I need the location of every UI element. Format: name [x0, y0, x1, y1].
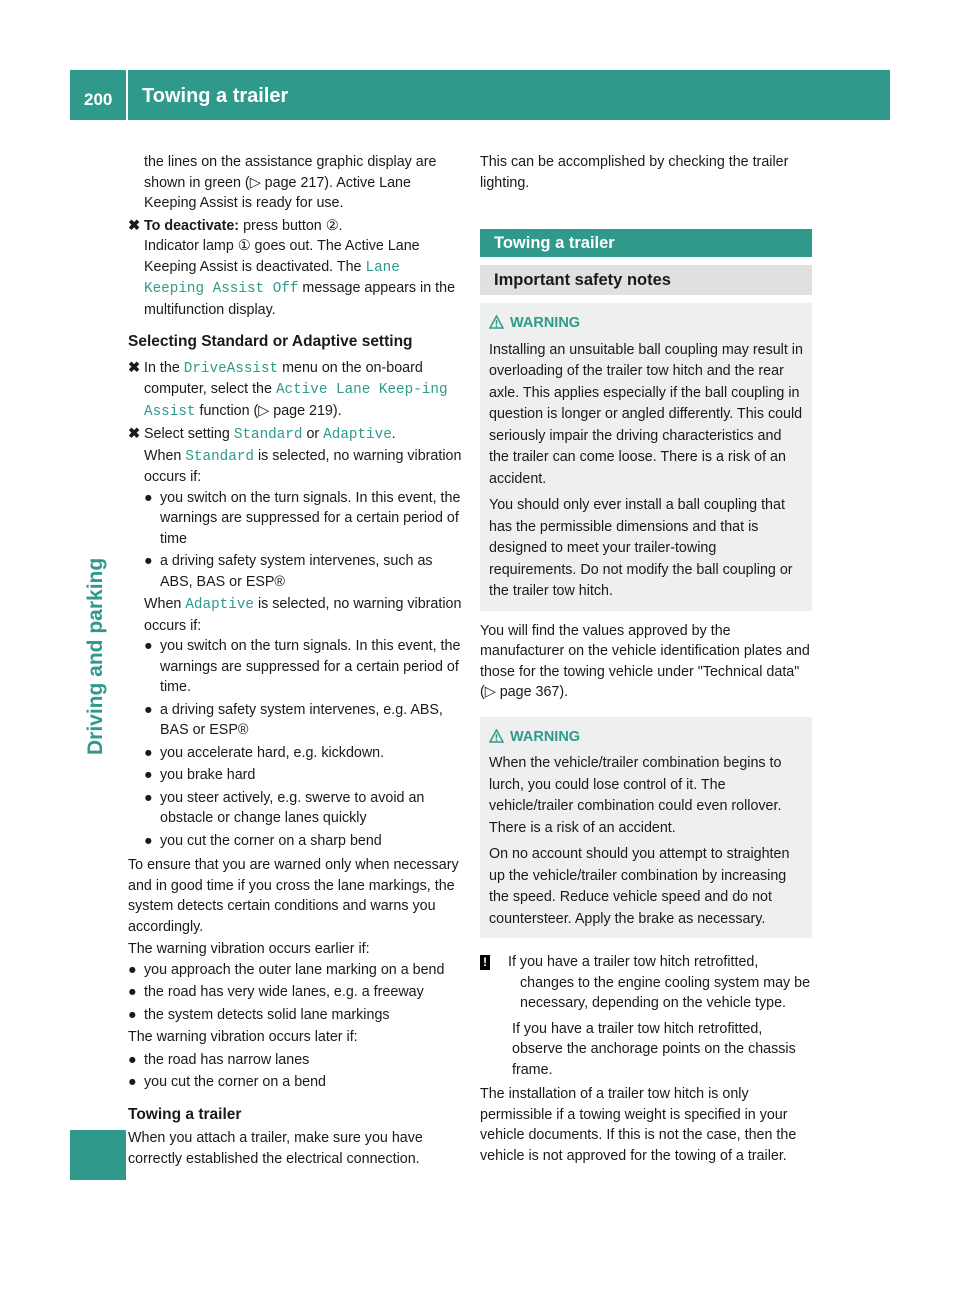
- paragraph: This can be accomplished by checking the trailer lighting.: [480, 154, 789, 191]
- step-text: Select setting: [144, 426, 230, 442]
- warning-text: When the vehicle/trailer combination begins to lurch, you could lose control of it. The vehicle/trailer combination could even rollover. There is a risk of an accident.: [489, 755, 782, 836]
- section-title-bar: [480, 229, 812, 257]
- display-message: Lane Keeping Assist Off: [144, 259, 400, 297]
- right-column: [480, 152, 812, 1166]
- step-text: is selected, no warning vibration occurs if:: [144, 447, 462, 485]
- list-item: ● you switch on the turn signals. In this event, the warnings are suppressed for a certain period of time: [144, 489, 461, 547]
- list-item: ● the road has very wide lanes, e.g. a freeway: [128, 984, 424, 1000]
- warning-label: WARNING: [510, 315, 581, 331]
- paragraph: You will find the values approved by the manufacturer on the vehicle identification plates and those for the towing vehicle under "Technical data" (▷ page 367).: [480, 622, 810, 700]
- warning-triangle-icon: [489, 315, 504, 329]
- section-title: Towing a trailer: [494, 234, 615, 252]
- step-arrow-icon: ✖: [128, 359, 140, 376]
- step-label: To deactivate:: [144, 217, 240, 234]
- list-item: ● you cut the corner on a sharp bend: [144, 832, 382, 849]
- paragraph: The warning vibration occurs earlier if:: [128, 941, 370, 957]
- step-item: [128, 216, 462, 321]
- setting-name: Standard: [233, 427, 303, 443]
- step-arrow-icon: ✖: [128, 217, 140, 234]
- warning-text: You should only ever install a ball coupling that has the permissible dimensions and that is designed to meet your trailer-towing requirements. Do not modify the ball coupling or the trailer tow hitch.: [489, 497, 793, 599]
- list-item: ● you accelerate hard, e.g. kickdown.: [144, 744, 385, 761]
- list-item: ● the system detects solid lane markings: [128, 1006, 390, 1023]
- list-item: ● you steer actively, e.g. swerve to avoid an obstacle or change lanes quickly: [144, 789, 425, 826]
- warning-header: [489, 727, 803, 749]
- chapter-label: Driving and parking: [84, 557, 107, 755]
- step-text: function (▷ page 219).: [199, 402, 342, 419]
- list-item: ● a driving safety system intervenes, such as ABS, BAS or ESP®: [144, 553, 433, 590]
- setting-name: Adaptive: [323, 427, 392, 443]
- function-name: Active Lane Keep‐ing Assist: [144, 382, 448, 420]
- step-item: [128, 424, 462, 851]
- note-text: If you have a trailer tow hitch retrofitted, changes to the engine cooling system may be necessary, depending on the vehicle type.: [508, 954, 811, 1011]
- note-box: [480, 952, 812, 1080]
- chapter-tab: [84, 455, 118, 755]
- step-text: When: [144, 596, 182, 612]
- step-text: When: [144, 447, 182, 464]
- list-item: ● you brake hard: [144, 767, 256, 783]
- exclamation-icon: !: [480, 955, 490, 970]
- list-item: ● a driving safety system intervenes, e.g. ABS, BAS or ESP®: [144, 701, 443, 738]
- step-item: [128, 358, 462, 423]
- chapter-marker: [70, 1130, 126, 1180]
- header-divider: [126, 70, 128, 120]
- paragraph: the lines on the assistance graphic display are shown in green (▷ page 217). Active Lane Keeping Assist is ready for use.: [144, 154, 437, 211]
- subsection-title-bar: [480, 265, 812, 295]
- step-text: message appears in the multifunction display.: [144, 280, 456, 318]
- warning-label: WARNING: [510, 728, 581, 745]
- page-number: 200: [84, 90, 113, 109]
- step-text: .: [391, 426, 396, 442]
- paragraph: To ensure that you are warned only when necessary and in good time if you cross the lane markings, the system detects certain conditions and warns you accordingly.: [128, 857, 459, 935]
- list-item: ● you cut the corner on a bend: [128, 1074, 327, 1090]
- list-item: ● the road has narrow lanes: [128, 1051, 310, 1068]
- warning-triangle-icon: [489, 729, 504, 743]
- step-arrow-icon: ✖: [128, 426, 140, 442]
- page-header: [70, 70, 890, 120]
- step-text: Indicator lamp ① goes out. The Active Lane Keeping Assist is deactivated. The: [144, 238, 420, 275]
- setting-name: Standard: [185, 448, 254, 465]
- page-title: Towing a trailer: [142, 85, 289, 107]
- section-heading: Towing a trailer: [128, 1105, 242, 1123]
- setting-name: Adaptive: [185, 597, 254, 613]
- note-text: If you have a trailer tow hitch retrofitted, observe the anchorage points on the chassis frame.: [512, 1020, 796, 1078]
- step-text: press button ②.: [243, 217, 343, 234]
- paragraph: The warning vibration occurs later if:: [128, 1029, 358, 1045]
- step-text: menu on the on-board computer, select the: [144, 359, 423, 397]
- warning-box: [480, 303, 812, 611]
- warning-text: On no account should you attempt to straighten up the vehicle/trailer combination by increasing the speed. Reduce vehicle speed and do not countersteer. Apply the brake as necessary.: [489, 846, 790, 927]
- step-text: or: [306, 426, 320, 442]
- warning-header: [489, 313, 803, 335]
- warning-box: [480, 717, 812, 939]
- step-text: In the: [144, 359, 180, 376]
- list-item: ● you switch on the turn signals. In this event, the warnings are suppressed for a certain period of time.: [144, 638, 461, 695]
- step-text: is selected, no warning vibration occurs if:: [144, 596, 462, 634]
- list-item: ● you approach the outer lane marking on a bend: [128, 961, 445, 978]
- menu-name: DriveAssist: [183, 360, 279, 377]
- warning-text: Installing an unsuitable ball coupling may result in overloading of the trailer tow hitch and the rear axle. This applies especially if the ball coupling in question is longer or angled differently. This could seriously impair the driving characteristics and the trailer can come loose. There is a risk of an accident.: [489, 341, 803, 487]
- paragraph: When you attach a trailer, make sure you have correctly established the electrical connection.: [128, 1130, 423, 1167]
- left-column: [128, 152, 462, 1169]
- paragraph: The installation of a trailer tow hitch is only permissible if a towing weight is specified in your vehicle documents. If this is not the case, then the vehicle is not approved for the towing of a trailer.: [480, 1086, 797, 1164]
- section-heading: Selecting Standard or Adaptive setting: [128, 333, 413, 350]
- subsection-title: Important safety notes: [494, 271, 671, 289]
